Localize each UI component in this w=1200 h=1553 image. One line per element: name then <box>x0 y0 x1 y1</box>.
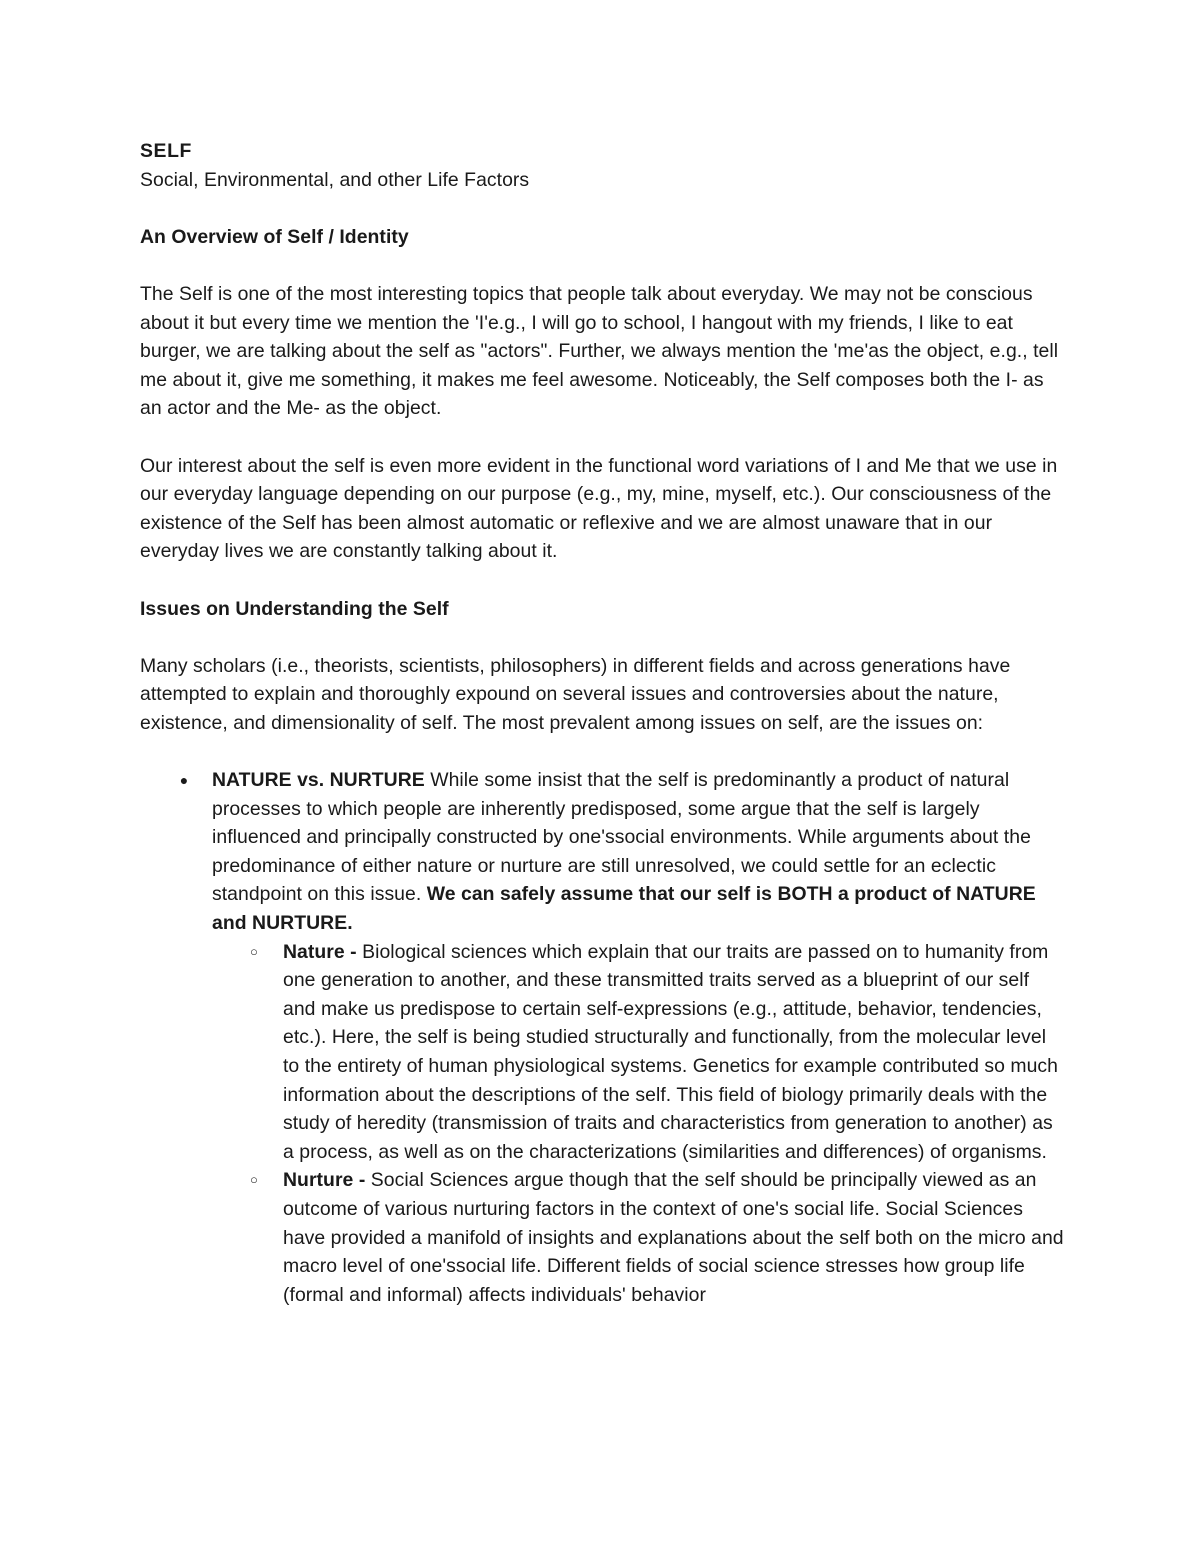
item-text-nature-vs-nurture: While some insist that the self is predominantly a product of natural processes to which people are inherently predisposed, some argue that the self is largely influenced and principally constructed by one'ssocial environments. While arguments about the predominance of either nature or nurture are still unresolved, we could settle for an eclectic standpoint on this issue. <box>212 769 1031 906</box>
item-label-nature-vs-nurture: NATURE vs. NURTURE <box>212 769 425 792</box>
sub-item-label-nurture: Nurture - <box>283 1169 371 1192</box>
document-subtitle: Social, Environmental, and other Life Factors <box>140 168 530 191</box>
overview-paragraph-1: The Self is one of the most interesting topics that people talk about everyday. We may not be conscious about it but every time we mention the 'I'e.g., I will go to school, I hangout with my friends, I like to eat burger, we are talking about the self as "actors". Further, we always mention the 'me'as the object, e.g., tell me about it, give me something, it makes me feel awesome. Noticeably, the Self composes both the I- as an actor and the Me- as the object. <box>140 282 1059 420</box>
issues-paragraph-1: Many scholars (i.e., theorists, scientists, philosophers) in different fields and across generations have attempted to explain and thoroughly expound on several issues and controversies about the nature, existence, and dimensionality of self. The most prevalent among issues on self, are the issues on: <box>140 654 1011 734</box>
overview-paragraph-2: Our interest about the self is even more evident in the functional word variations of I and Me that we use in our everyday language depending on our purpose (e.g., my, mine, myself, etc.). Our consciousness of the existence of the Self has been almost automatic or reflexive and we are almost unaware that in our everyday lives we are constantly talking about it. <box>140 454 1058 563</box>
sub-item-text-nurture: Social Sciences argue though that the self should be principally viewed as an outcome of various nurturing factors in the context of one's social life. Social Sciences have provided a manifold of insights and explanations about the self both on the micro and macro level of one'ssocial life. Different fields of social science stresses how group life (formal and informal) affects individuals' behavior <box>283 1169 1064 1306</box>
sub-item-text-nature: Biological sciences which explain that our traits are passed on to humanity from one generation to another, and these transmitted traits served as a blueprint of our self and make us predispose to certain self-expressions (e.g., attitude, behavior, tendencies, etc.). Here, the self is being studied structurally and functionally, from the molecular level to the entirety of human physiological systems. Genetics for example contributed so much information about the descriptions of the self. This field of biology primarily deals with the study of heredity (transmission of traits and characteristics from generation to another) as a process, as well as on the characterizations (similarities and differences) of organisms. <box>283 940 1059 1163</box>
nature-nurture-sublist <box>212 938 1065 1310</box>
bullet-icon: ● <box>179 772 189 789</box>
sub-item-label-nature: Nature - <box>283 940 363 963</box>
section-heading-issues: Issues on Understanding the Self <box>140 597 449 620</box>
issues-list <box>140 766 1065 1309</box>
item-emphasis-nature-vs-nurture: We can safely assume that our self is BOTH a product of NATURE and NURTURE. <box>212 883 1036 935</box>
hollow-bullet-icon: ○ <box>250 943 258 959</box>
list-item-nature-vs-nurture <box>179 766 1065 1309</box>
hollow-bullet-icon: ○ <box>250 1172 258 1188</box>
document-title: SELF <box>140 140 192 162</box>
section-heading-overview: An Overview of Self / Identity <box>140 225 409 248</box>
document-page <box>140 137 1065 1309</box>
sub-item-nature <box>250 938 1065 1167</box>
sub-item-nurture <box>250 1166 1065 1309</box>
